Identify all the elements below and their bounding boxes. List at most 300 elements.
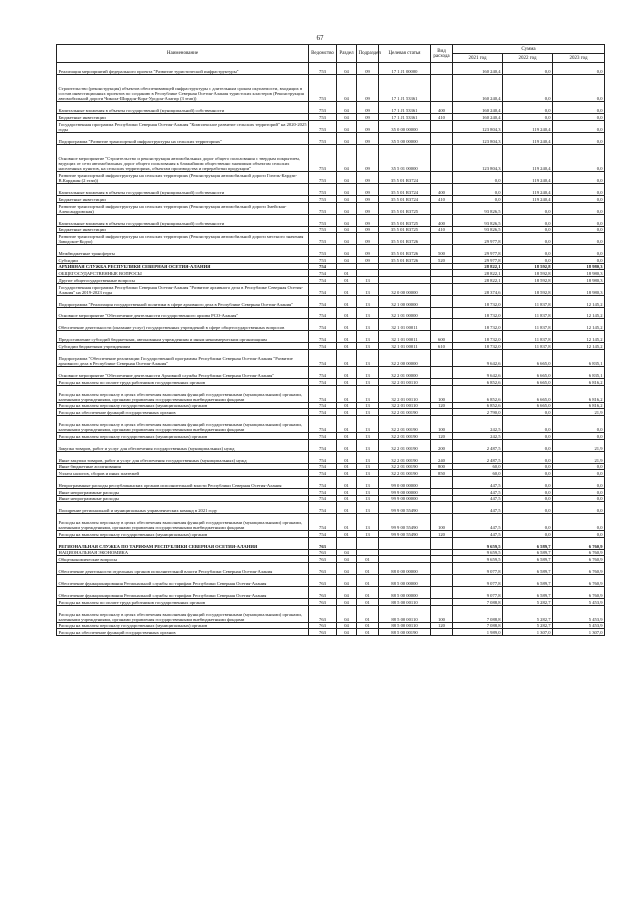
- row-amount-2022: 0,0: [503, 102, 553, 114]
- row-name: Общеэкономические вопросы: [57, 556, 309, 563]
- row-razdel: 04: [337, 196, 357, 203]
- row-razdel: 04: [337, 245, 357, 257]
- row-name: Расходы на обеспечение функций государственных органов: [57, 629, 309, 636]
- row-amount-2022: 6 589,7: [503, 537, 553, 549]
- row-expense-type: [431, 488, 453, 495]
- row-amount-2023: 0,0: [553, 74, 605, 102]
- row-amount-2023: 0,0: [553, 196, 605, 203]
- row-podrazdel: 13: [357, 343, 379, 350]
- row-razdel: 04: [337, 144, 357, 172]
- row-ved: 763: [309, 575, 337, 587]
- row-name: Подпрограмма "Обеспечение реализации Государственной программы Республики Северная Осетия-Алания "Развитие архивного дела в Республике Северная Осетия-Алания": [57, 349, 309, 366]
- row-amount-2022: 0,0: [503, 202, 553, 214]
- row-target-article: 88 5 00 00110: [379, 605, 431, 622]
- row-ved: 754: [309, 378, 337, 385]
- row-razdel: 04: [337, 114, 357, 121]
- row-podrazdel: 13: [357, 307, 379, 319]
- header-year-2022: 2022 год: [503, 54, 553, 63]
- row-expense-type: [431, 629, 453, 636]
- row-amount-2023: 0,0: [553, 102, 605, 114]
- row-expense-type: 100: [431, 514, 453, 531]
- row-ved: 753: [309, 214, 337, 226]
- row-podrazdel: 01: [357, 622, 379, 629]
- row-name: Расходы на обеспечение функций государственных органов: [57, 409, 309, 416]
- row-ved: 754: [309, 470, 337, 477]
- row-amount-2022: 5 282,7: [503, 598, 553, 605]
- row-expense-type: [431, 549, 453, 556]
- row-amount-2023: 18 980,3: [553, 263, 605, 270]
- row-razdel: 01: [337, 295, 357, 307]
- row-amount-2023: 0,0: [553, 202, 605, 214]
- row-amount-2021: 242,5: [453, 433, 503, 440]
- row-expense-type: 410: [431, 226, 453, 233]
- row-amount-2022: 0,0: [503, 514, 553, 531]
- row-amount-2023: 21,9: [553, 439, 605, 451]
- row-podrazdel: 09: [357, 120, 379, 132]
- row-amount-2022: 6 665,0: [503, 402, 553, 409]
- table-row: [57, 233, 605, 245]
- header-vr: Вид расхода: [431, 45, 453, 63]
- row-podrazdel: 01: [357, 586, 379, 598]
- row-razdel: 04: [337, 586, 357, 598]
- row-razdel: 01: [337, 343, 357, 350]
- row-podrazdel: 13: [357, 488, 379, 495]
- row-ved: 754: [309, 514, 337, 531]
- row-podrazdel: 13: [357, 463, 379, 470]
- row-amount-2021: 18 732,0: [453, 343, 503, 350]
- row-expense-type: [431, 563, 453, 575]
- row-target-article: 17 1 J1 53361: [379, 114, 431, 121]
- row-razdel: 01: [337, 439, 357, 451]
- row-amount-2023: 12 145,2: [553, 343, 605, 350]
- row-name: Иные непрограммные расходы: [57, 488, 309, 495]
- table-row: [57, 495, 605, 502]
- row-target-article: 32 2 01 00190: [379, 439, 431, 451]
- row-name: Обеспечение деятельности отдельных органов исполнительной власти Республики Северная Осетия-Алания: [57, 563, 309, 575]
- row-amount-2022: 0,0: [503, 476, 553, 488]
- table-row: [57, 409, 605, 416]
- table-row: [57, 202, 605, 214]
- table-row: [57, 463, 605, 470]
- row-target-article: [379, 270, 431, 277]
- table-row: [57, 120, 605, 132]
- row-amount-2021: 9 077,8: [453, 586, 503, 598]
- row-podrazdel: [357, 549, 379, 556]
- row-amount-2023: 0,0: [553, 144, 605, 172]
- row-expense-type: [431, 202, 453, 214]
- table-row: [57, 295, 605, 307]
- row-ved: 754: [309, 343, 337, 350]
- row-podrazdel: [357, 263, 379, 270]
- row-amount-2023: 0,0: [553, 214, 605, 226]
- table-row: [57, 433, 605, 440]
- row-name: Предоставление субсидий бюджетным, автономным учреждениям и иным некоммерческим организациям: [57, 331, 309, 343]
- row-razdel: 04: [337, 214, 357, 226]
- row-amount-2021: 28 822,1: [453, 270, 503, 277]
- row-amount-2021: 160 240,4: [453, 102, 503, 114]
- row-razdel: 01: [337, 349, 357, 366]
- row-amount-2023: 0,0: [553, 132, 605, 144]
- row-amount-2022: 119 240,4: [503, 144, 553, 172]
- row-ved: 754: [309, 331, 337, 343]
- row-name: Расходы на выплаты персоналу государственных (муниципальных) органов: [57, 622, 309, 629]
- row-amount-2022: 0,0: [503, 245, 553, 257]
- row-podrazdel: [357, 537, 379, 549]
- row-target-article: 35 5 01 R3724: [379, 184, 431, 196]
- row-name: Расходы на выплаты персоналу в целях обеспечения выполнения функций государственными (муниципальными) органами, казенными учреждениями, органами управления государственными внебюджетными фондами: [57, 416, 309, 433]
- row-name: Основное мероприятие "Обеспечение деятельности Архивной службы Республики Северная Осетия-Алания": [57, 366, 309, 378]
- row-name: Обеспечение функционирования Региональной службы по тарифам Республики Северная Осетия-Алания: [57, 586, 309, 598]
- row-amount-2023: 0,0: [553, 114, 605, 121]
- row-razdel: 01: [337, 409, 357, 416]
- row-target-article: 99 9 00 00000: [379, 495, 431, 502]
- row-target-article: 35 5 00 00000: [379, 132, 431, 144]
- table-row: [57, 575, 605, 587]
- row-amount-2023: 0,0: [553, 488, 605, 495]
- row-amount-2022: 119 240,4: [503, 196, 553, 203]
- row-podrazdel: 09: [357, 202, 379, 214]
- row-expense-type: 400: [431, 214, 453, 226]
- row-razdel: 01: [337, 366, 357, 378]
- row-razdel: 01: [337, 470, 357, 477]
- row-target-article: 88 5 00 00000: [379, 586, 431, 598]
- row-podrazdel: 09: [357, 256, 379, 263]
- row-razdel: 01: [337, 270, 357, 277]
- row-target-article: 32 2 01 00110: [379, 402, 431, 409]
- row-ved: 763: [309, 563, 337, 575]
- row-amount-2021: 6 852,6: [453, 385, 503, 402]
- row-expense-type: [431, 283, 453, 295]
- row-amount-2023: 1 307,0: [553, 629, 605, 636]
- row-expense-type: [431, 495, 453, 502]
- row-amount-2021: 29 977,8: [453, 233, 503, 245]
- row-razdel: 01: [337, 433, 357, 440]
- row-amount-2023: 6 760,9: [553, 537, 605, 549]
- row-amount-2021: 28 374,6: [453, 283, 503, 295]
- table-row: [57, 214, 605, 226]
- row-razdel: 04: [337, 184, 357, 196]
- row-target-article: 17 1 J1 00000: [379, 63, 431, 75]
- row-amount-2023: 0,0: [553, 514, 605, 531]
- row-amount-2023: 21,9: [553, 409, 605, 416]
- row-amount-2023: 0,0: [553, 476, 605, 488]
- row-razdel: 01: [337, 531, 357, 538]
- row-amount-2022: 0,0: [503, 502, 553, 514]
- row-podrazdel: 01: [357, 598, 379, 605]
- table-row: [57, 488, 605, 495]
- row-ved: 754: [309, 319, 337, 331]
- table-row: [57, 531, 605, 538]
- row-amount-2022: 18 592,8: [503, 277, 553, 284]
- table-row: [57, 605, 605, 622]
- row-expense-type: [431, 556, 453, 563]
- table-row: [57, 63, 605, 75]
- row-podrazdel: 09: [357, 245, 379, 257]
- row-podrazdel: 09: [357, 114, 379, 121]
- header-podrazdel: Подраздел: [357, 45, 379, 63]
- table-row: [57, 514, 605, 531]
- row-amount-2021: 447,5: [453, 495, 503, 502]
- row-amount-2022: 6 665,0: [503, 385, 553, 402]
- row-target-article: 88 5 00 00190: [379, 629, 431, 636]
- row-amount-2022: 119 240,4: [503, 120, 553, 132]
- row-target-article: 88 5 00 00110: [379, 622, 431, 629]
- row-amount-2021: 447,5: [453, 488, 503, 495]
- row-amount-2022: 0,0: [503, 463, 553, 470]
- row-razdel: 04: [337, 622, 357, 629]
- row-ved: 754: [309, 463, 337, 470]
- row-podrazdel: 13: [357, 451, 379, 463]
- row-podrazdel: 13: [357, 416, 379, 433]
- row-ved: 754: [309, 433, 337, 440]
- row-ved: 753: [309, 102, 337, 114]
- row-ved: 753: [309, 172, 337, 184]
- row-amount-2022: 0,0: [503, 114, 553, 121]
- row-name: Уплата налогов, сборов и иных платежей: [57, 470, 309, 477]
- row-amount-2023: 18 980,3: [553, 270, 605, 277]
- row-amount-2021: 447,5: [453, 502, 503, 514]
- header-cs: Целевая статья: [379, 45, 431, 63]
- row-target-article: 99 9 00 55490: [379, 514, 431, 531]
- table-row: [57, 556, 605, 563]
- row-name: Капитальные вложения в объекты государственной (муниципальной) собственности: [57, 184, 309, 196]
- row-ved: 754: [309, 488, 337, 495]
- row-razdel: 01: [337, 319, 357, 331]
- row-name: Обеспечение функционирования Региональной службы по тарифам Республики Северная Осетия-Алания: [57, 575, 309, 587]
- row-amount-2023: 18 980,3: [553, 277, 605, 284]
- row-amount-2021: 242,5: [453, 416, 503, 433]
- table-row: [57, 319, 605, 331]
- row-name: Расходы на выплаты персоналу государственных (муниципальных) органов: [57, 531, 309, 538]
- table-row: [57, 549, 605, 556]
- row-amount-2022: 0,0: [503, 74, 553, 102]
- table-row: [57, 439, 605, 451]
- row-amount-2023: 6 760,9: [553, 586, 605, 598]
- row-ved: 753: [309, 63, 337, 75]
- row-amount-2023: 6 816,2: [553, 402, 605, 409]
- row-amount-2021: 18 732,0: [453, 295, 503, 307]
- row-name: Расходы на выплаты персоналу государственных (муниципальных) органов: [57, 433, 309, 440]
- row-expense-type: [431, 132, 453, 144]
- row-name: Иные закупки товаров, работ и услуг для обеспечения государственных (муниципальных) нужд: [57, 451, 309, 463]
- table-row: [57, 402, 605, 409]
- table-row: [57, 245, 605, 257]
- row-podrazdel: 13: [357, 385, 379, 402]
- row-amount-2021: 29 977,8: [453, 256, 503, 263]
- row-razdel: 04: [337, 172, 357, 184]
- row-podrazdel: 09: [357, 102, 379, 114]
- row-razdel: [337, 537, 357, 549]
- row-target-article: 88 0 00 00000: [379, 563, 431, 575]
- table-row: [57, 114, 605, 121]
- row-target-article: 32 1 01 00011: [379, 319, 431, 331]
- table-row: [57, 172, 605, 184]
- row-razdel: 04: [337, 629, 357, 636]
- row-ved: 753: [309, 114, 337, 121]
- row-expense-type: [431, 74, 453, 102]
- row-razdel: 04: [337, 598, 357, 605]
- row-podrazdel: 13: [357, 476, 379, 488]
- row-ved: 753: [309, 245, 337, 257]
- row-target-article: 32 2 01 00000: [379, 366, 431, 378]
- row-ved: 753: [309, 226, 337, 233]
- row-podrazdel: 09: [357, 172, 379, 184]
- row-podrazdel: 13: [357, 277, 379, 284]
- row-razdel: 04: [337, 74, 357, 102]
- row-podrazdel: 13: [357, 502, 379, 514]
- row-amount-2022: 0,0: [503, 495, 553, 502]
- row-amount-2022: 0,0: [503, 409, 553, 416]
- row-ved: 753: [309, 196, 337, 203]
- row-amount-2023: 0,0: [553, 416, 605, 433]
- row-amount-2021: 6 852,6: [453, 378, 503, 385]
- row-name: Расходы на выплаты персоналу в целях обеспечения выполнения функций государственными (муниципальными) органами, казенными учреждениями, органами управления государственными внебюджетными фондами: [57, 385, 309, 402]
- table-row: [57, 277, 605, 284]
- row-amount-2023: 0,0: [553, 495, 605, 502]
- row-amount-2022: 18 592,8: [503, 263, 553, 270]
- row-ved: 754: [309, 349, 337, 366]
- row-podrazdel: 01: [357, 629, 379, 636]
- row-ved: 754: [309, 476, 337, 488]
- row-ved: 754: [309, 270, 337, 277]
- row-amount-2023: 0,0: [553, 531, 605, 538]
- row-podrazdel: 13: [357, 295, 379, 307]
- row-expense-type: 400: [431, 184, 453, 196]
- row-name: Развитие транспортной инфраструктуры на сельских территориях (Реконструкция автомобильной дороги местного значения Заводское-Кодзо): [57, 233, 309, 245]
- row-podrazdel: 09: [357, 132, 379, 144]
- row-target-article: 88 5 00 00000: [379, 575, 431, 587]
- row-amount-2022: 6 589,7: [503, 556, 553, 563]
- row-amount-2021: 1 989,0: [453, 629, 503, 636]
- row-amount-2021: 0,0: [453, 172, 503, 184]
- table-row: [57, 343, 605, 350]
- row-expense-type: 610: [431, 343, 453, 350]
- row-amount-2022: 0,0: [503, 256, 553, 263]
- row-name: Строительство (реконструкция) объектов обеспечивающей инфраструктуры с длительным сроком окупаемости, входящих в состав инвестиционных проектов по созданию в Республике Северная Осетия-Алания туристских кластеров (Реконструкция автомобильной дороги Чикола-Ширдон-Кора-Урсдон-Алагир (3 этап)): [57, 74, 309, 102]
- row-amount-2023: 6 816,2: [553, 385, 605, 402]
- row-ved: 763: [309, 629, 337, 636]
- row-expense-type: 520: [431, 256, 453, 263]
- row-podrazdel: 13: [357, 514, 379, 531]
- table-row: [57, 470, 605, 477]
- table-row: [57, 132, 605, 144]
- row-razdel: 01: [337, 331, 357, 343]
- row-expense-type: 410: [431, 196, 453, 203]
- row-amount-2023: 0,0: [553, 120, 605, 132]
- row-ved: 754: [309, 307, 337, 319]
- row-amount-2023: 21,9: [553, 451, 605, 463]
- row-name: Подпрограмма "Реализация государственной политики в сфере архивного дела в Республике Северная Осетия-Алания": [57, 295, 309, 307]
- row-razdel: 01: [337, 307, 357, 319]
- row-expense-type: 120: [431, 622, 453, 629]
- row-razdel: 04: [337, 120, 357, 132]
- row-name: Основное мероприятие "Обеспечение деятельности государственного архива РСО-Алания": [57, 307, 309, 319]
- row-podrazdel: 09: [357, 196, 379, 203]
- row-target-article: [379, 549, 431, 556]
- row-expense-type: [431, 575, 453, 587]
- row-target-article: 35 5 01 R3726: [379, 256, 431, 263]
- row-amount-2022: 6 589,7: [503, 549, 553, 556]
- table-row: [57, 416, 605, 433]
- row-target-article: 32 0 00 00000: [379, 283, 431, 295]
- row-amount-2021: 7 088,8: [453, 622, 503, 629]
- row-target-article: 88 5 00 00110: [379, 598, 431, 605]
- row-amount-2021: 29 977,8: [453, 245, 503, 257]
- row-target-article: 32 2 01 00110: [379, 385, 431, 402]
- row-podrazdel: 13: [357, 283, 379, 295]
- row-amount-2022: 18 592,8: [503, 283, 553, 295]
- row-ved: 763: [309, 586, 337, 598]
- row-ved: 763: [309, 556, 337, 563]
- row-amount-2022: 119 240,4: [503, 172, 553, 184]
- row-amount-2023: 6 760,9: [553, 563, 605, 575]
- row-expense-type: 200: [431, 439, 453, 451]
- row-ved: 753: [309, 144, 337, 172]
- row-expense-type: 120: [431, 433, 453, 440]
- row-expense-type: 120: [431, 402, 453, 409]
- row-amount-2023: 6 760,9: [553, 549, 605, 556]
- row-amount-2022: 11 837,8: [503, 295, 553, 307]
- row-ved: 754: [309, 416, 337, 433]
- row-expense-type: [431, 586, 453, 598]
- row-razdel: 01: [337, 416, 357, 433]
- row-amount-2022: 6 589,7: [503, 563, 553, 575]
- row-target-article: 32 2 00 00000: [379, 349, 431, 366]
- row-expense-type: [431, 120, 453, 132]
- row-amount-2022: 0,0: [503, 439, 553, 451]
- table-row: [57, 349, 605, 366]
- row-target-article: 32 1 01 00011: [379, 343, 431, 350]
- row-amount-2021: 160 240,4: [453, 74, 503, 102]
- row-amount-2023: 6 760,9: [553, 556, 605, 563]
- row-amount-2022: 6 665,0: [503, 366, 553, 378]
- row-expense-type: [431, 263, 453, 270]
- budget-table: [56, 44, 605, 636]
- row-amount-2022: 0,0: [503, 531, 553, 538]
- row-ved: 754: [309, 277, 337, 284]
- table-row: [57, 563, 605, 575]
- row-target-article: 35 5 01 R3726: [379, 233, 431, 245]
- row-amount-2021: 9 077,8: [453, 563, 503, 575]
- row-podrazdel: 09: [357, 144, 379, 172]
- row-podrazdel: 09: [357, 74, 379, 102]
- row-amount-2023: 6 816,2: [553, 378, 605, 385]
- row-podrazdel: 13: [357, 495, 379, 502]
- row-razdel: 01: [337, 378, 357, 385]
- row-name: Расходы на выплаты персоналу государственных (муниципальных) органов: [57, 402, 309, 409]
- row-amount-2022: 0,0: [503, 214, 553, 226]
- row-expense-type: 500: [431, 245, 453, 257]
- row-amount-2021: 6 852,6: [453, 402, 503, 409]
- row-ved: 754: [309, 366, 337, 378]
- row-amount-2023: 12 145,2: [553, 319, 605, 331]
- row-razdel: 04: [337, 256, 357, 263]
- row-expense-type: [431, 378, 453, 385]
- row-ved: 754: [309, 439, 337, 451]
- row-amount-2021: 7 088,8: [453, 598, 503, 605]
- row-expense-type: [431, 172, 453, 184]
- row-amount-2023: 0,0: [553, 256, 605, 263]
- row-ved: 753: [309, 256, 337, 263]
- row-amount-2022: 0,0: [503, 226, 553, 233]
- row-amount-2022: 18 592,8: [503, 270, 553, 277]
- table-row: [57, 184, 605, 196]
- row-amount-2022: 11 837,8: [503, 307, 553, 319]
- row-expense-type: [431, 277, 453, 284]
- row-razdel: 01: [337, 463, 357, 470]
- row-razdel: 04: [337, 102, 357, 114]
- table-row: [57, 385, 605, 402]
